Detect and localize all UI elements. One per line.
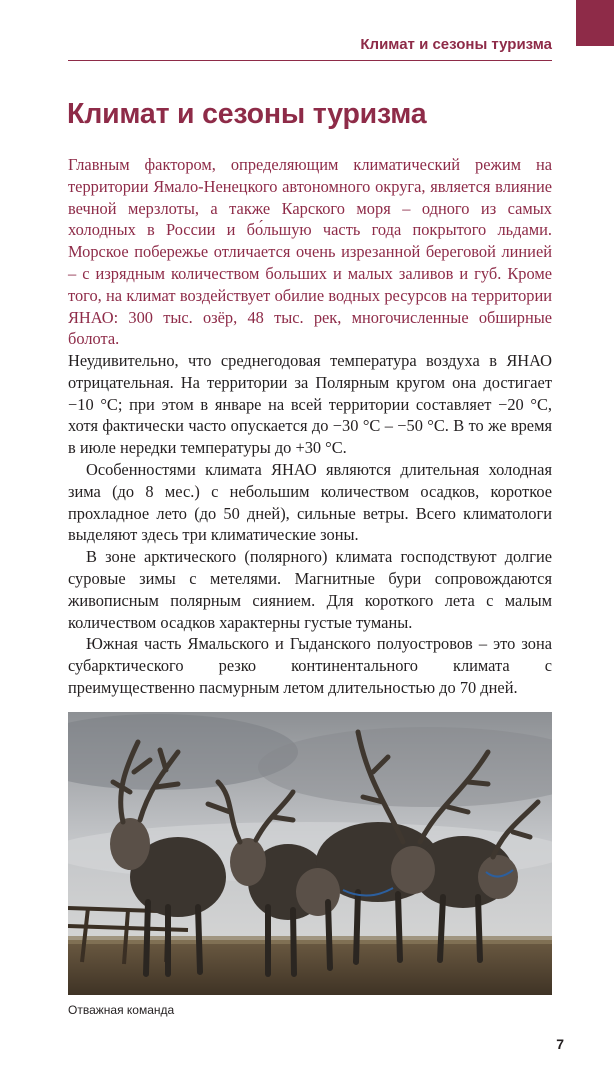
body-paragraph-3: В зоне арктического (полярного) климата господствуют долгие суровые зимы с метелями. Магнитные бури сопровождаются живописным полярным сиянием. Для короткого лета с малым количеством осадков характерны густые туманы.	[68, 547, 552, 632]
body-paragraph-2: Особенностями климата ЯНАО являются длительная холодная зима (до 8 мес.) с небольшим количеством осадков, короткое прохладное лето (до 50 дней), сильные ветры. Всего климатологи выделяют здесь три климатические зоны.	[68, 459, 552, 545]
reindeer-photo	[68, 712, 552, 995]
running-header-title: Климат и сезоны туризма	[360, 36, 552, 53]
page-title: Климат и сезоны туризма	[67, 98, 427, 130]
page-number: 7	[556, 1036, 564, 1052]
body-paragraph-1: Неудивительно, что среднегодовая температура воздуха в ЯНАО отрицательная. На территории за Полярным кругом она достигает −10 °C; при этом в январе на всей территории составляет −20 °C, хотя фактически часто опускается до −30 °C – −50 °C. В то же время в июле нередки температуры до +30 °C.	[68, 351, 552, 458]
body-paragraph-4: Южная часть Ямальского и Гыданского полуостровов – это зона субарктического резко континентального климата с преимущественно пасмурным летом длительностью до 70 дней.	[68, 634, 552, 697]
body-text	[68, 350, 552, 699]
lead-paragraph: Главным фактором, определяющим климатический режим на территории Ямало-Ненецкого автономного округа, является влияние вечной мерзлоты, а также Карского моря – одного из самых холодных в России и бо́льшую часть года покрытого льдами. Морское побережье отличается очень изрезанной береговой линией – с изрядным количеством больших и малых заливов и губ. Кроме того, на климат воздействует обилие водных ресурсов на территории ЯНАО: 300 тыс. озёр, 48 тыс. рек, многочисленные обширные болота.	[68, 155, 552, 349]
photo-caption: Отважная команда	[68, 1003, 175, 1017]
section-tab-marker	[576, 0, 614, 46]
reindeer-photo-illustration	[68, 712, 552, 995]
header-divider	[68, 60, 552, 61]
